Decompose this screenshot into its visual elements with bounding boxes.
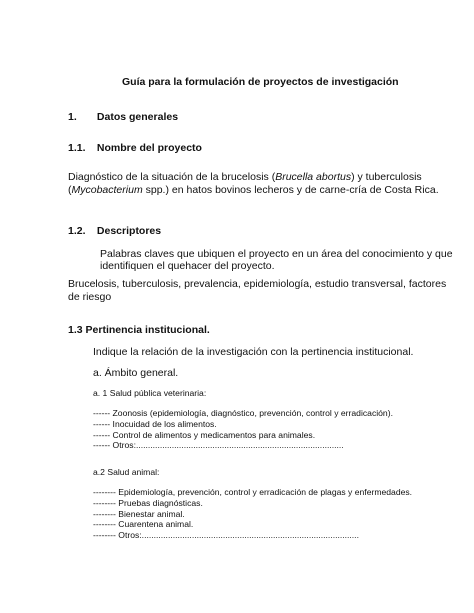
section-number: 1.1. <box>68 142 86 154</box>
section-number: 1. <box>68 111 77 123</box>
project-name-line-1 <box>68 171 422 184</box>
list-item: ------ Otros:....................................................................................... <box>93 440 344 451</box>
a2-list <box>93 487 412 541</box>
section-1-heading <box>68 111 178 123</box>
list-item: -------- Otros:........................................................................................... <box>93 530 359 541</box>
text-segment: ( <box>68 184 72 196</box>
project-name-line-2 <box>68 184 439 197</box>
document-title: Guía para la formulación de proyectos de investigación <box>122 76 399 88</box>
list-item: -------- Epidemiología, prevención, control y erradicación de plagas y enfermedades. <box>93 487 413 497</box>
section-title: Descriptores <box>96 225 162 237</box>
subsection-a-heading: a. Ámbito general. <box>93 367 179 379</box>
list-item: ------ Control de alimentos y medicamentos para animales. <box>93 429 316 440</box>
section-title: Datos generales <box>96 111 179 123</box>
text-segment: ) y tuberculosis <box>351 171 422 183</box>
section-1-3-heading: 1.3 Pertinencia institucional. <box>68 324 210 336</box>
a2-heading: a.2 Salud animal: <box>93 467 160 477</box>
pertinence-instruction: Indique la relación de la investigación con la pertinencia institucional. <box>93 346 414 358</box>
list-item: -------- Cuarentena animal. <box>93 519 194 530</box>
descriptors-instruction-line-1: Palabras claves que ubiquen el proyecto en un área del conocimiento y que <box>100 248 453 260</box>
list-item: ------ Zoonosis (epidemiología, diagnóstico, prevención, control y erradicación). <box>93 408 393 418</box>
section-number: 1.2. <box>68 225 86 237</box>
scientific-name: Mycobacterium <box>71 184 143 196</box>
list-item: ------ Inocuidad de los alimentos. <box>93 418 217 429</box>
text-segment: spp.) en hatos bovinos lecheros y de carne-cría de Costa Rica. <box>142 184 439 196</box>
list-item: -------- Bienestar animal. <box>93 508 185 519</box>
a1-heading: a. 1 Salud pública veterinaria: <box>93 388 207 398</box>
a1-list <box>93 408 393 451</box>
keywords-line-1: Brucelosis, tuberculosis, prevalencia, epidemiología, estudio transversal, factores <box>68 278 447 290</box>
section-1-1-heading <box>68 142 202 154</box>
keywords-line-2: de riesgo <box>68 291 112 303</box>
list-item: -------- Pruebas diagnósticas. <box>93 497 203 508</box>
descriptors-instruction-line-2: identifiquen el quehacer del proyecto. <box>100 260 275 272</box>
scientific-name: Brucella abortus <box>275 171 352 183</box>
section-1-2-heading <box>68 225 161 237</box>
section-title: Nombre del proyecto <box>96 142 202 154</box>
text-segment: Diagnóstico de la situación de la brucelosis ( <box>68 171 276 183</box>
